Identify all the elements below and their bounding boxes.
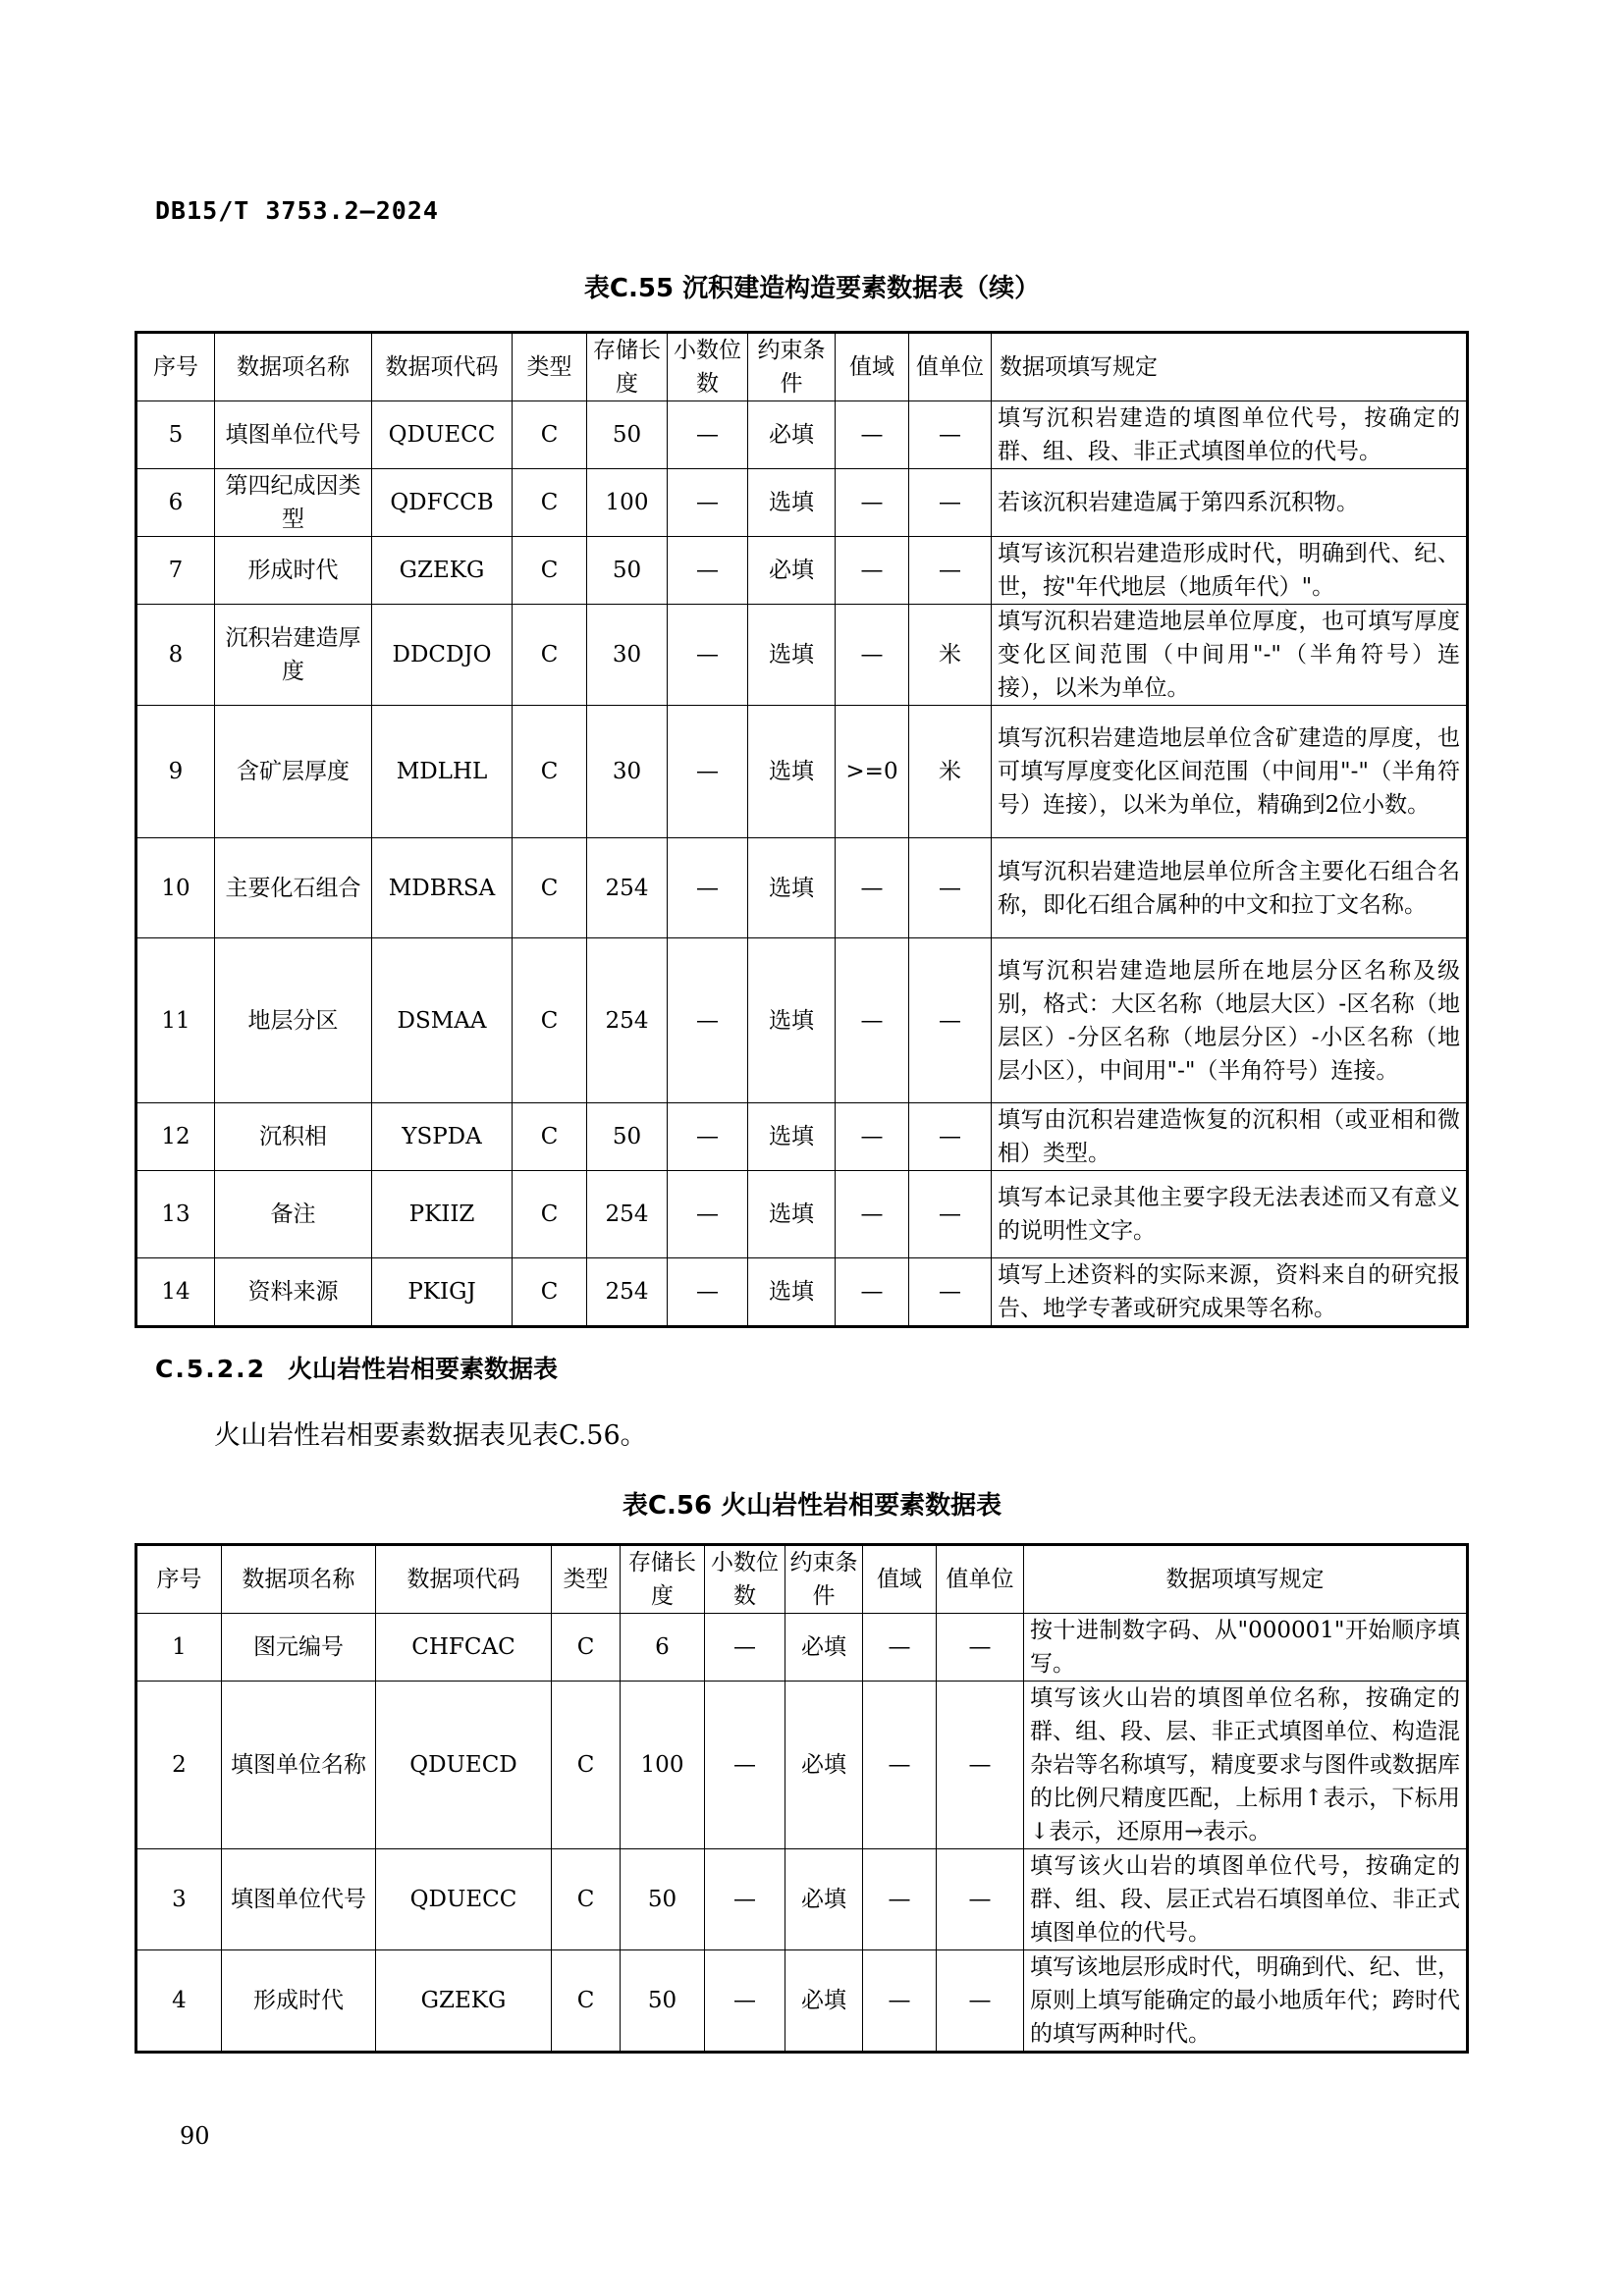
cell-type: C (513, 706, 587, 838)
cell-item-code: DDCDJO (372, 605, 513, 706)
col-header-item-code: 数据项代码 (372, 333, 513, 401)
cell-index: 1 (136, 1614, 222, 1682)
cell-decimal-places: — (705, 1614, 785, 1682)
col-header-value-domain: 值域 (863, 1545, 937, 1614)
cell-storage-length: 50 (587, 401, 668, 469)
cell-decimal-places: — (668, 938, 748, 1103)
table-row (136, 1171, 1468, 1258)
cell-item-name: 第四纪成因类型 (215, 469, 372, 537)
col-header-item-name: 数据项名称 (215, 333, 372, 401)
cell-value-unit: 米 (909, 706, 992, 838)
table-row (136, 1849, 1468, 1950)
col-header-constraint: 约束条件 (748, 333, 836, 401)
cell-value-unit: — (937, 1849, 1024, 1950)
cell-constraint: 选填 (748, 605, 836, 706)
col-header-index: 序号 (136, 333, 215, 401)
cell-value-unit: — (909, 1103, 992, 1171)
cell-type: C (513, 838, 587, 938)
cell-fill-rule: 按十进制数字码、从"000001"开始顺序填写。 (1024, 1614, 1468, 1682)
cell-item-code: DSMAA (372, 938, 513, 1103)
cell-index: 11 (136, 938, 215, 1103)
cell-decimal-places: — (668, 1171, 748, 1258)
cell-value-domain: — (863, 1682, 937, 1849)
cell-value-domain: — (836, 938, 909, 1103)
table-c56 (135, 1543, 1469, 2054)
cell-item-name: 沉积岩建造厚度 (215, 605, 372, 706)
cell-value-domain: — (863, 1614, 937, 1682)
cell-storage-length: 50 (621, 1950, 705, 2053)
cell-fill-rule: 填写沉积岩建造地层单位含矿建造的厚度，也可填写厚度变化区间范围（中间用"-"（半角符号）连接），以米为单位，精确到2位小数。 (992, 706, 1468, 838)
cell-type: C (513, 605, 587, 706)
cell-storage-length: 30 (587, 605, 668, 706)
cell-decimal-places: — (668, 1258, 748, 1327)
cell-value-domain: — (836, 537, 909, 605)
cell-type: C (513, 469, 587, 537)
cell-index: 4 (136, 1950, 222, 2053)
cell-item-name: 填图单位名称 (222, 1682, 376, 1849)
cell-index: 7 (136, 537, 215, 605)
cell-index: 13 (136, 1171, 215, 1258)
cell-decimal-places: — (668, 605, 748, 706)
col-header-index: 序号 (136, 1545, 222, 1614)
cell-type: C (513, 537, 587, 605)
cell-index: 12 (136, 1103, 215, 1171)
table-row (136, 1682, 1468, 1849)
cell-item-code: PKIIZ (372, 1171, 513, 1258)
cell-value-domain: — (863, 1950, 937, 2053)
table-row (136, 401, 1468, 469)
cell-decimal-places: — (668, 469, 748, 537)
col-header-fill-rule: 数据项填写规定 (1024, 1545, 1468, 1614)
cell-storage-length: 254 (587, 1258, 668, 1327)
cell-value-domain: — (836, 469, 909, 537)
table-row (136, 938, 1468, 1103)
col-header-item-code: 数据项代码 (376, 1545, 552, 1614)
cell-type: C (513, 1103, 587, 1171)
cell-value-unit: — (909, 537, 992, 605)
col-header-decimal-places: 小数位数 (668, 333, 748, 401)
section-number: C.5.2.2 (155, 1355, 267, 1383)
cell-fill-rule: 填写上述资料的实际来源，资料来自的研究报告、地学专著或研究成果等名称。 (992, 1258, 1468, 1327)
table-row (136, 706, 1468, 838)
cell-item-name: 填图单位代号 (215, 401, 372, 469)
cell-fill-rule: 填写本记录其他主要字段无法表述而又有意义的说明性文字。 (992, 1171, 1468, 1258)
cell-item-code: MDBRSA (372, 838, 513, 938)
cell-value-unit: — (937, 1682, 1024, 1849)
cell-item-code: YSPDA (372, 1103, 513, 1171)
cell-value-unit: — (909, 1171, 992, 1258)
cell-constraint: 必填 (785, 1614, 863, 1682)
cell-fill-rule: 填写该沉积岩建造形成时代，明确到代、纪、世，按"年代地层（地质年代）"。 (992, 537, 1468, 605)
cell-constraint: 选填 (748, 469, 836, 537)
cell-value-unit: — (909, 838, 992, 938)
cell-storage-length: 254 (587, 1171, 668, 1258)
cell-item-code: PKIGJ (372, 1258, 513, 1327)
cell-fill-rule: 填写沉积岩建造地层所在地层分区名称及级别，格式：大区名称（地层大区）-区名称（地层区）-分区名称（地层分区）-小区名称（地层小区），中间用"-"（半角符号）连接。 (992, 938, 1468, 1103)
cell-item-code: QDUECD (376, 1682, 552, 1849)
cell-value-domain: — (836, 605, 909, 706)
cell-value-domain: — (836, 1258, 909, 1327)
cell-constraint: 选填 (748, 1171, 836, 1258)
cell-storage-length: 254 (587, 938, 668, 1103)
cell-index: 10 (136, 838, 215, 938)
cell-value-domain: — (836, 1171, 909, 1258)
cell-value-domain: — (836, 401, 909, 469)
cell-storage-length: 50 (587, 537, 668, 605)
cell-storage-length: 30 (587, 706, 668, 838)
cell-decimal-places: — (705, 1849, 785, 1950)
cell-type: C (552, 1682, 621, 1849)
cell-value-unit: — (909, 469, 992, 537)
cell-decimal-places: — (668, 1103, 748, 1171)
cell-constraint: 必填 (748, 401, 836, 469)
cell-fill-rule: 填写该火山岩的填图单位名称，按确定的群、组、段、层、非正式填图单位、构造混杂岩等名称填写，精度要求与图件或数据库的比例尺精度匹配，上标用↑表示，下标用↓表示，还原用→表示。 (1024, 1682, 1468, 1849)
cell-fill-rule: 填写该地层形成时代，明确到代、纪、世，原则上填写能确定的最小地质年代；跨时代的填写两种时代。 (1024, 1950, 1468, 2053)
table-row (136, 469, 1468, 537)
cell-constraint: 必填 (785, 1849, 863, 1950)
cell-storage-length: 100 (587, 469, 668, 537)
cell-value-domain: >=0 (836, 706, 909, 838)
cell-storage-length: 6 (621, 1614, 705, 1682)
section-heading (155, 1350, 558, 1385)
cell-item-code: QDUECC (372, 401, 513, 469)
cell-index: 14 (136, 1258, 215, 1327)
cell-item-name: 形成时代 (215, 537, 372, 605)
cell-value-domain: — (863, 1849, 937, 1950)
page-number: 90 (180, 2122, 210, 2150)
table-header-row (136, 333, 1468, 401)
cell-index: 8 (136, 605, 215, 706)
cell-storage-length: 254 (587, 838, 668, 938)
cell-fill-rule: 填写沉积岩建造的填图单位代号，按确定的群、组、段、非正式填图单位的代号。 (992, 401, 1468, 469)
col-header-value-domain: 值域 (836, 333, 909, 401)
cell-value-unit: — (909, 938, 992, 1103)
cell-item-name: 资料来源 (215, 1258, 372, 1327)
cell-item-name: 备注 (215, 1171, 372, 1258)
cell-type: C (513, 401, 587, 469)
cell-value-unit: — (909, 401, 992, 469)
cell-constraint: 选填 (748, 938, 836, 1103)
cell-storage-length: 100 (621, 1682, 705, 1849)
cell-fill-rule: 若该沉积岩建造属于第四系沉积物。 (992, 469, 1468, 537)
table-c56-title: 表C.56 火山岩性岩相要素数据表 (622, 1491, 1002, 1521)
cell-item-name: 地层分区 (215, 938, 372, 1103)
col-header-type: 类型 (552, 1545, 621, 1614)
cell-constraint: 选填 (748, 1103, 836, 1171)
cell-item-code: CHFCAC (376, 1614, 552, 1682)
cell-constraint: 选填 (748, 706, 836, 838)
cell-item-name: 主要化石组合 (215, 838, 372, 938)
col-header-item-name: 数据项名称 (222, 1545, 376, 1614)
col-header-storage-length: 存储长度 (621, 1545, 705, 1614)
cell-index: 6 (136, 469, 215, 537)
col-header-type: 类型 (513, 333, 587, 401)
table-row (136, 1103, 1468, 1171)
cell-type: C (513, 1258, 587, 1327)
col-header-value-unit: 值单位 (909, 333, 992, 401)
cell-item-code: MDLHL (372, 706, 513, 838)
cell-storage-length: 50 (621, 1849, 705, 1950)
cell-decimal-places: — (668, 838, 748, 938)
cell-item-name: 填图单位代号 (222, 1849, 376, 1950)
cell-storage-length: 50 (587, 1103, 668, 1171)
cell-decimal-places: — (705, 1682, 785, 1849)
cell-decimal-places: — (668, 537, 748, 605)
cell-value-unit: — (909, 1258, 992, 1327)
table-c55-title: 表C.55 沉积建造构造要素数据表（续） (583, 274, 1041, 303)
table-row (136, 838, 1468, 938)
table-row (136, 537, 1468, 605)
cell-index: 2 (136, 1682, 222, 1849)
table-row (136, 1950, 1468, 2053)
cell-fill-rule: 填写由沉积岩建造恢复的沉积相（或亚相和微相）类型。 (992, 1103, 1468, 1171)
document-code: DB15/T 3753.2—2024 (155, 196, 439, 225)
cell-type: C (552, 1614, 621, 1682)
cell-constraint: 必填 (748, 537, 836, 605)
cell-fill-rule: 填写沉积岩建造地层单位所含主要化石组合名称，即化石组合属种的中文和拉丁文名称。 (992, 838, 1468, 938)
table-row (136, 1614, 1468, 1682)
cell-type: C (513, 938, 587, 1103)
col-header-value-unit: 值单位 (937, 1545, 1024, 1614)
cell-decimal-places: — (705, 1950, 785, 2053)
col-header-decimal-places: 小数位数 (705, 1545, 785, 1614)
cell-item-code: GZEKG (372, 537, 513, 605)
cell-index: 5 (136, 401, 215, 469)
col-header-fill-rule: 数据项填写规定 (992, 333, 1468, 401)
cell-index: 3 (136, 1849, 222, 1950)
table-header-row (136, 1545, 1468, 1614)
col-header-storage-length: 存储长度 (587, 333, 668, 401)
cell-index: 9 (136, 706, 215, 838)
cell-fill-rule: 填写该火山岩的填图单位代号，按确定的群、组、段、层正式岩石填图单位、非正式填图单位的代号。 (1024, 1849, 1468, 1950)
cell-value-unit: 米 (909, 605, 992, 706)
cell-fill-rule: 填写沉积岩建造地层单位厚度，也可填写厚度变化区间范围（中间用"-"（半角符号）连接），以米为单位。 (992, 605, 1468, 706)
table-row (136, 605, 1468, 706)
cell-value-unit: — (937, 1950, 1024, 2053)
cell-constraint: 必填 (785, 1950, 863, 2053)
section-title: 火山岩性岩相要素数据表 (288, 1355, 559, 1383)
cell-value-domain: — (836, 1103, 909, 1171)
cell-item-code: GZEKG (376, 1950, 552, 2053)
table-row (136, 1258, 1468, 1327)
cell-value-unit: — (937, 1614, 1024, 1682)
section-paragraph: 火山岩性岩相要素数据表见表C.56。 (214, 1420, 647, 1451)
cell-type: C (552, 1849, 621, 1950)
cell-item-code: QDFCCB (372, 469, 513, 537)
cell-type: C (513, 1171, 587, 1258)
cell-decimal-places: — (668, 401, 748, 469)
cell-constraint: 选填 (748, 838, 836, 938)
cell-item-name: 图元编号 (222, 1614, 376, 1682)
cell-decimal-places: — (668, 706, 748, 838)
cell-constraint: 必填 (785, 1682, 863, 1849)
cell-item-name: 含矿层厚度 (215, 706, 372, 838)
cell-type: C (552, 1950, 621, 2053)
cell-item-name: 沉积相 (215, 1103, 372, 1171)
cell-item-name: 形成时代 (222, 1950, 376, 2053)
cell-constraint: 选填 (748, 1258, 836, 1327)
cell-value-domain: — (836, 838, 909, 938)
table-c55 (135, 331, 1469, 1328)
col-header-constraint: 约束条件 (785, 1545, 863, 1614)
cell-item-code: QDUECC (376, 1849, 552, 1950)
